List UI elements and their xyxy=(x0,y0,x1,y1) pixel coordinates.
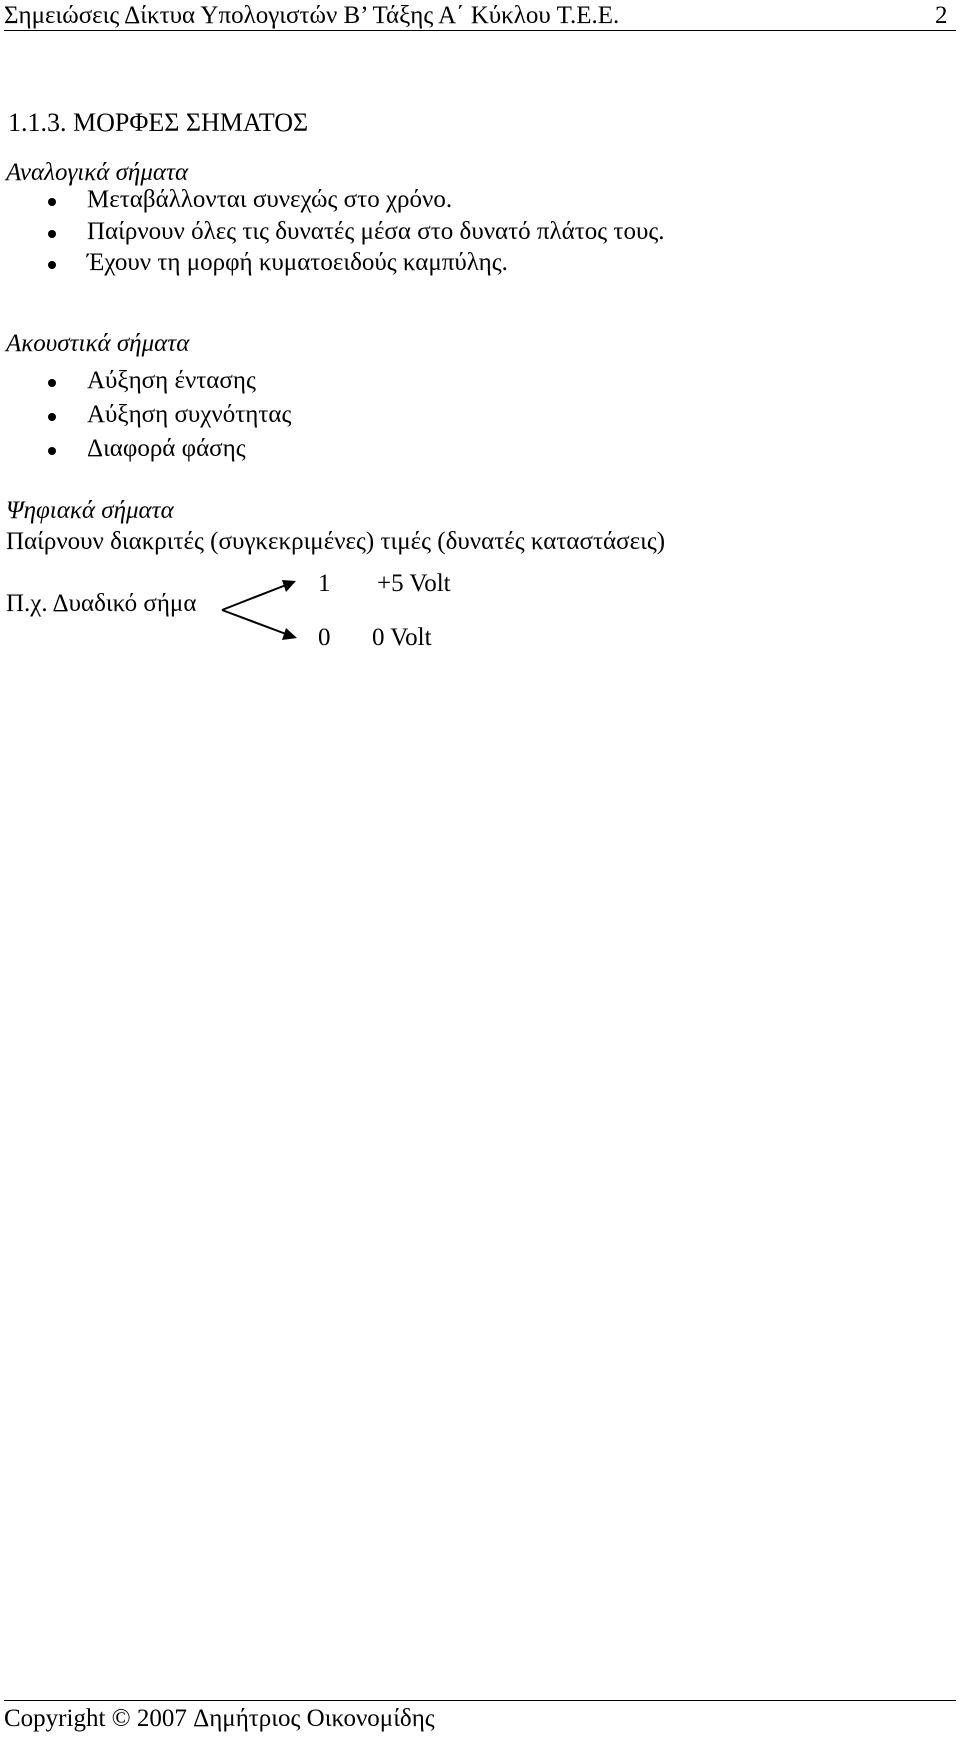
arrowhead-up-icon xyxy=(282,580,296,592)
state-voltage: 0 Volt xyxy=(372,624,432,651)
acoustic-heading: Ακουστικά σήματα xyxy=(6,330,190,357)
list-item-text: Μεταβάλλονται συνεχώς στο χρόνο. xyxy=(87,186,453,213)
state-voltage: +5 Volt xyxy=(377,570,451,597)
header-title: Σημειώσεις Δίκτυα Υπολογιστών Β’ Τάξης Α΄ Κύκλου Τ.Ε.Ε. xyxy=(4,2,620,29)
page-number: 2 xyxy=(935,2,948,29)
branch-arrows xyxy=(210,574,300,644)
bullet-icon xyxy=(48,230,56,238)
list-item-text: Αύξηση συχνότητας xyxy=(87,401,292,428)
state-bit: 1 xyxy=(318,570,331,597)
header-rule xyxy=(4,30,956,31)
section-title: 1.1.3. ΜΟΡΦΕΣ ΣΗΜΑΤΟΣ xyxy=(8,108,309,137)
bullet-icon xyxy=(48,261,56,269)
list-item-text: Διαφορά φάσης xyxy=(87,435,246,462)
digital-description: Παίρνουν διακριτές (συγκεκριμένες) τιμές (δυνατές καταστάσεις) xyxy=(6,528,666,555)
arrow-line-up xyxy=(222,585,286,610)
list-item-text: Έχουν τη μορφή κυματοειδούς καμπύλης. xyxy=(87,249,508,276)
list-item-text: Αύξηση έντασης xyxy=(87,367,256,394)
state-bit: 0 xyxy=(318,624,331,651)
bullet-icon xyxy=(48,379,56,387)
list-item-text: Παίρνουν όλες τις δυνατές μέσα στο δυνατό πλάτος τους. xyxy=(87,218,665,245)
bullet-icon xyxy=(48,413,56,421)
footer-copyright: Copyright © 2007 Δημήτριος Οικονομίδης xyxy=(4,1705,435,1732)
footer-rule xyxy=(4,1700,956,1701)
bullet-icon xyxy=(48,198,56,206)
arrowhead-down-icon xyxy=(282,628,297,640)
digital-heading: Ψηφιακά σήματα xyxy=(6,497,174,524)
bullet-icon xyxy=(48,447,56,455)
arrow-line-down xyxy=(222,610,286,634)
analog-heading: Αναλογικά σήματα xyxy=(6,159,189,186)
binary-example-label: Π.χ. Δυαδικό σήμα xyxy=(6,590,197,617)
